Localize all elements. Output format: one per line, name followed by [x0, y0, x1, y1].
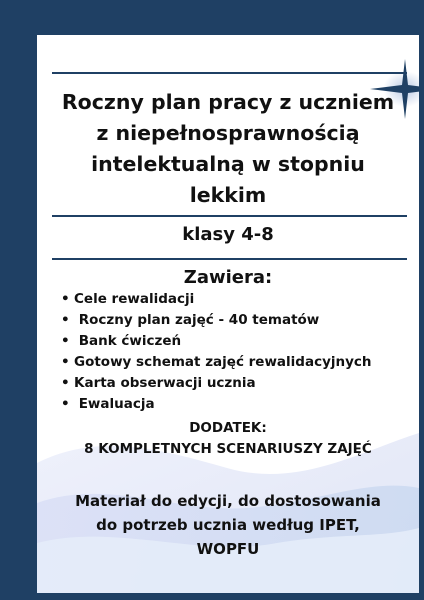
list-item: • Roczny plan zajęć - 40 tematów [61, 310, 372, 331]
list-item: • Gotowy schemat zajęć rewalidacyjnych [61, 352, 372, 373]
bullet-icon: • [61, 312, 70, 328]
list-item: • Bank ćwiczeń [61, 331, 372, 352]
bullet-icon: • [61, 291, 70, 307]
bonus-heading: DODATEK: [189, 420, 267, 436]
contents-list [61, 289, 372, 415]
document-card [37, 35, 419, 593]
material-line: Materiał do edycji, do dostosowania [75, 492, 381, 510]
left-navy-strip [0, 0, 20, 600]
document-title [37, 87, 419, 211]
material-note [37, 489, 419, 561]
contains-heading: Zawiera: [183, 267, 273, 288]
list-item: • Karta obserwacji ucznia [61, 373, 372, 394]
bullet-icon: • [61, 354, 70, 370]
material-line: do potrzeb ucznia według IPET, [96, 516, 360, 534]
title-line: lekkim [189, 183, 267, 207]
divider-middle [52, 215, 407, 217]
divider-lower [52, 258, 407, 260]
bullet-icon: • [61, 396, 70, 412]
material-line: WOPFU [196, 540, 260, 558]
title-line: z niepełnosprawnością [96, 121, 360, 145]
title-line: Roczny plan pracy z uczniem [61, 90, 395, 114]
list-item: • Ewaluacja [61, 394, 372, 415]
grades-label: klasy 4-8 [182, 224, 274, 245]
list-item: • Cele rewalidacji [61, 289, 372, 310]
title-line: intelektualną w stopniu [91, 152, 365, 176]
bonus-text: 8 KOMPLETNYCH SCENARIUSZY ZAJĘĆ [84, 441, 372, 457]
bullet-icon: • [61, 333, 70, 349]
bullet-icon: • [61, 375, 70, 391]
bonus-section [37, 418, 419, 460]
divider-top [52, 72, 407, 74]
